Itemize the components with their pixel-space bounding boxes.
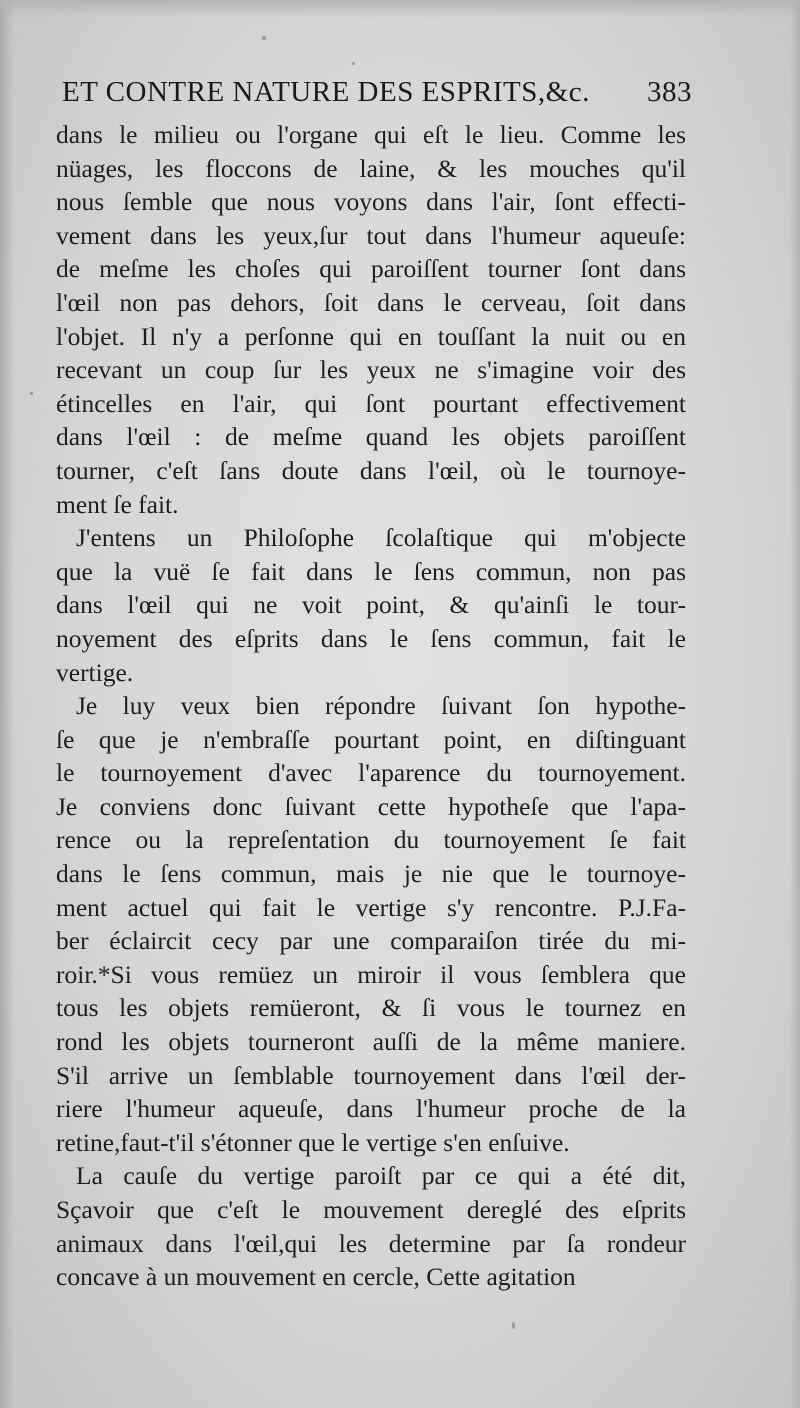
paragraph [56,1159,686,1293]
running-head [62,76,692,116]
text-line: ſe que je n'embraſſe pourtant point, en diſtinguant [56,724,686,754]
text-line: dans le milieu ou l'organe qui eſt le lieu. Comme les [56,120,686,149]
text-line: le tournoyement d'avec l'aparence du tournoyement. [56,758,686,788]
text-line: l'objet. Il n'y a perſonne qui en touſſant la nuit ou en [56,321,686,351]
paragraph [56,118,686,521]
paper-speck [512,1322,515,1329]
text-line: concave à un mouvement en cercle, Cette agitation [56,1262,576,1292]
text-line: roir.*Si vous remüez un miroir il vous ſemblera que [56,959,686,989]
text-line: recevant un coup ſur les yeux ne s'imagine voir des [56,355,686,385]
text-line: que la vuë ſe fait dans le ſens commun, non pas [56,556,686,586]
text-line: l'œil non pas dehors, ſoit dans le cerveau, ſoit dans [56,287,686,317]
paper-speck [352,62,355,65]
text-line: La cauſe du vertige paroiſt par ce qui a été dit, [76,1161,686,1191]
text-line: J'entens un Philoſophe ſcolaſtique qui m'objecte [76,523,686,553]
text-line: vertige. [56,657,134,687]
paper-speck [262,36,266,40]
text-line: tous les objets remüeront, & ſi vous le tournez en [56,993,686,1023]
text-line: animaux dans l'œil,qui les determine par ſa rondeur [56,1228,686,1258]
page-edge-shadow [0,0,800,18]
text-line: nüages, les floccons de laine, & les mouches qu'il [56,153,686,183]
text-line: Sçavoir que c'eſt le mouvement dereglé des eſprits [56,1195,686,1224]
text-line: dans l'œil qui ne voit point, & qu'ainſi le tour- [56,590,686,620]
text-line: vement dans les yeux,ſur tout dans l'humeur aqueuſe: [56,220,686,250]
text-line: de meſme les choſes qui paroiſſent tourner ſont dans [56,254,686,284]
text-line: tourner, c'eſt ſans doute dans l'œil, où le tournoye- [56,455,686,485]
text-line: dans le ſens commun, mais je nie que le tournoye- [56,859,686,889]
text-line: nous ſemble que nous voyons dans l'air, ſont effecti- [56,187,686,217]
text-line: ment actuel qui fait le vertige s'y rencontre. P.J.Fa- [56,892,686,922]
page-number: 383 [647,76,692,108]
text-line: Je luy veux bien répondre ſuivant ſon hypothe- [76,691,686,721]
paper-speck [30,392,33,395]
text-line: retine,faut-t'il s'étonner que le vertige s'en enſuive. [56,1127,570,1157]
text-line: dans l'œil : de meſme quand les objets paroiſſent [56,422,686,452]
text-line: Je conviens donc ſuivant cette hypotheſe que l'apa- [56,791,686,821]
running-title: ET CONTRE NATURE DES ESPRITS,&c. [62,76,590,108]
text-line: rence ou la repreſentation du tournoyement ſe fait [56,825,686,855]
body-text [56,118,686,1294]
paragraph [56,521,686,689]
text-line: noyement des eſprits dans le ſens commun, fait le [56,623,686,653]
text-line: étincelles en l'air, qui ſont pourtant effectivement [56,388,686,418]
text-line: rond les objets tourneront auſſi de la même maniere. [56,1027,686,1057]
text-line: ber éclaircit cecy par une comparaiſon tirée du mi- [56,926,686,956]
paragraph [56,689,686,1159]
text-line: S'il arrive un ſemblable tournoyement dans l'œil der- [56,1060,686,1090]
text-line: riere l'humeur aqueuſe, dans l'humeur proche de la [56,1094,686,1124]
text-line: ment ſe fait. [56,489,179,519]
